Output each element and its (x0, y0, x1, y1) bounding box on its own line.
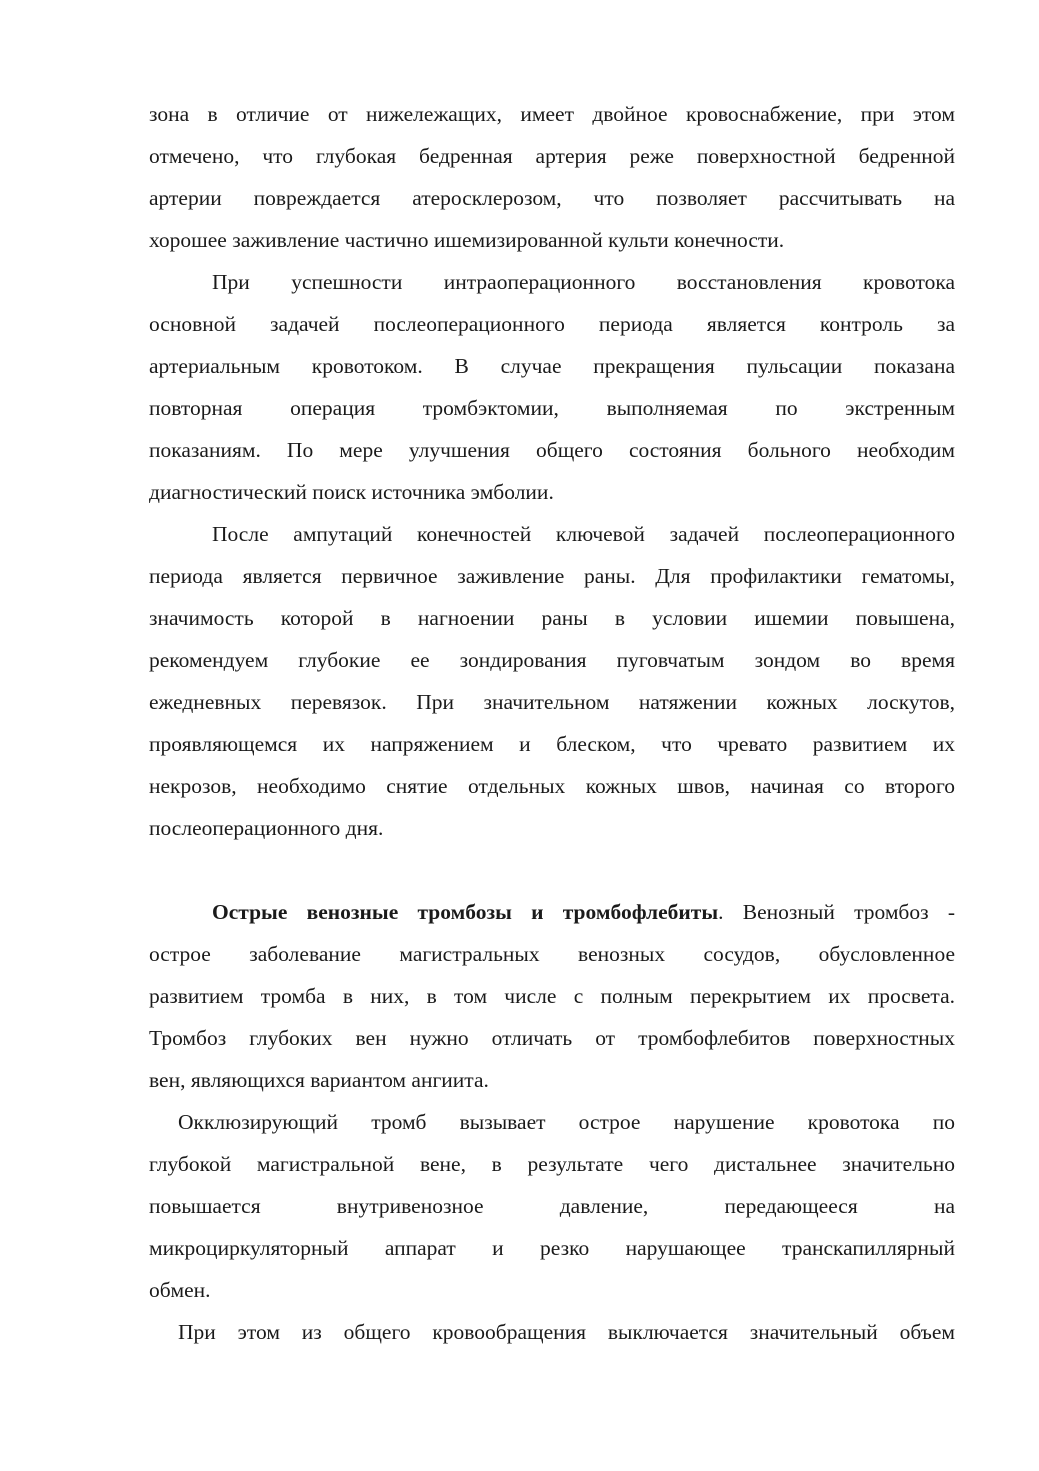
text-line: ежедневных перевязок. При значительном натяжении кожных лоскутов, (149, 690, 955, 714)
text-line: артерии повреждается атеросклерозом, что позволяет рассчитывать на (149, 186, 955, 210)
text-line: повторная операция тромбэктомии, выполняемая по экстренным (149, 396, 955, 420)
text-line: артериальным кровотоком. В случае прекращения пульсации показана (149, 354, 955, 378)
text-line: повышается внутривенозное давление, передающееся на (149, 1194, 955, 1218)
text-line: зона в отличие от нижележащих, имеет двойное кровоснабжение, при этом (149, 102, 955, 126)
paragraph-5 (149, 1311, 955, 1353)
paragraph-4 (149, 1101, 955, 1311)
text-line: периода является первичное заживление раны. Для профилактики гематомы, (149, 564, 955, 588)
text-line: отмечено, что глубокая бедренная артерия реже поверхностной бедренной (149, 144, 955, 168)
paragraph-2 (149, 261, 955, 513)
section-first-line (149, 891, 955, 933)
text-line: хорошее заживление частично ишемизированной культи конечности. (149, 228, 785, 252)
text-line: рекомендуем глубокие ее зондирования пуговчатым зондом во время (149, 648, 955, 672)
text-line: глубокой магистральной вене, в результате чего дистальнее значительно (149, 1152, 955, 1176)
paragraph-3 (149, 513, 955, 849)
section-heading-tail: . Венозный тромбоз - (718, 900, 955, 924)
section-heading: Острые венозные тромбозы и тромбофлебиты (212, 900, 719, 924)
paragraph-1 (149, 93, 955, 261)
text-line: Окклюзирующий тромб вызывает острое нарушение кровотока по (178, 1110, 955, 1134)
text-line: проявляющемся их напряжением и блеском, что чревато развитием их (149, 732, 955, 756)
text-line: обмен. (149, 1278, 211, 1302)
document-page (149, 93, 955, 1353)
text-line: послеоперационного дня. (149, 816, 384, 840)
text-line: некрозов, необходимо снятие отдельных кожных швов, начиная со второго (149, 774, 955, 798)
text-line: После ампутаций конечностей ключевой задачей послеоперационного (212, 522, 955, 546)
text-line: вен, являющихся вариантом ангиита. (149, 1068, 489, 1092)
text-line: При этом из общего кровообращения выключается значительный объем (178, 1320, 955, 1344)
text-line: При успешности интраоперационного восстановления кровотока (212, 270, 955, 294)
text-line: значимость которой в нагноении раны в условии ишемии повышена, (149, 606, 955, 630)
section-spacer (149, 849, 955, 891)
text-line: основной задачей послеоперационного периода является контроль за (149, 312, 955, 336)
text-line: микроциркуляторный аппарат и резко нарушающее транскапиллярный (149, 1236, 955, 1260)
text-line: Тромбоз глубоких вен нужно отличать от тромбофлебитов поверхностных (149, 1026, 955, 1050)
section-venous-thrombosis (149, 891, 955, 1101)
text-line: острое заболевание магистральных венозных сосудов, обусловленное (149, 942, 955, 966)
text-line: показаниям. По мере улучшения общего состояния больного необходим (149, 438, 955, 462)
text-line: диагностический поиск источника эмболии. (149, 480, 554, 504)
text-line: развитием тромба в них, в том числе с полным перекрытием их просвета. (149, 984, 955, 1008)
